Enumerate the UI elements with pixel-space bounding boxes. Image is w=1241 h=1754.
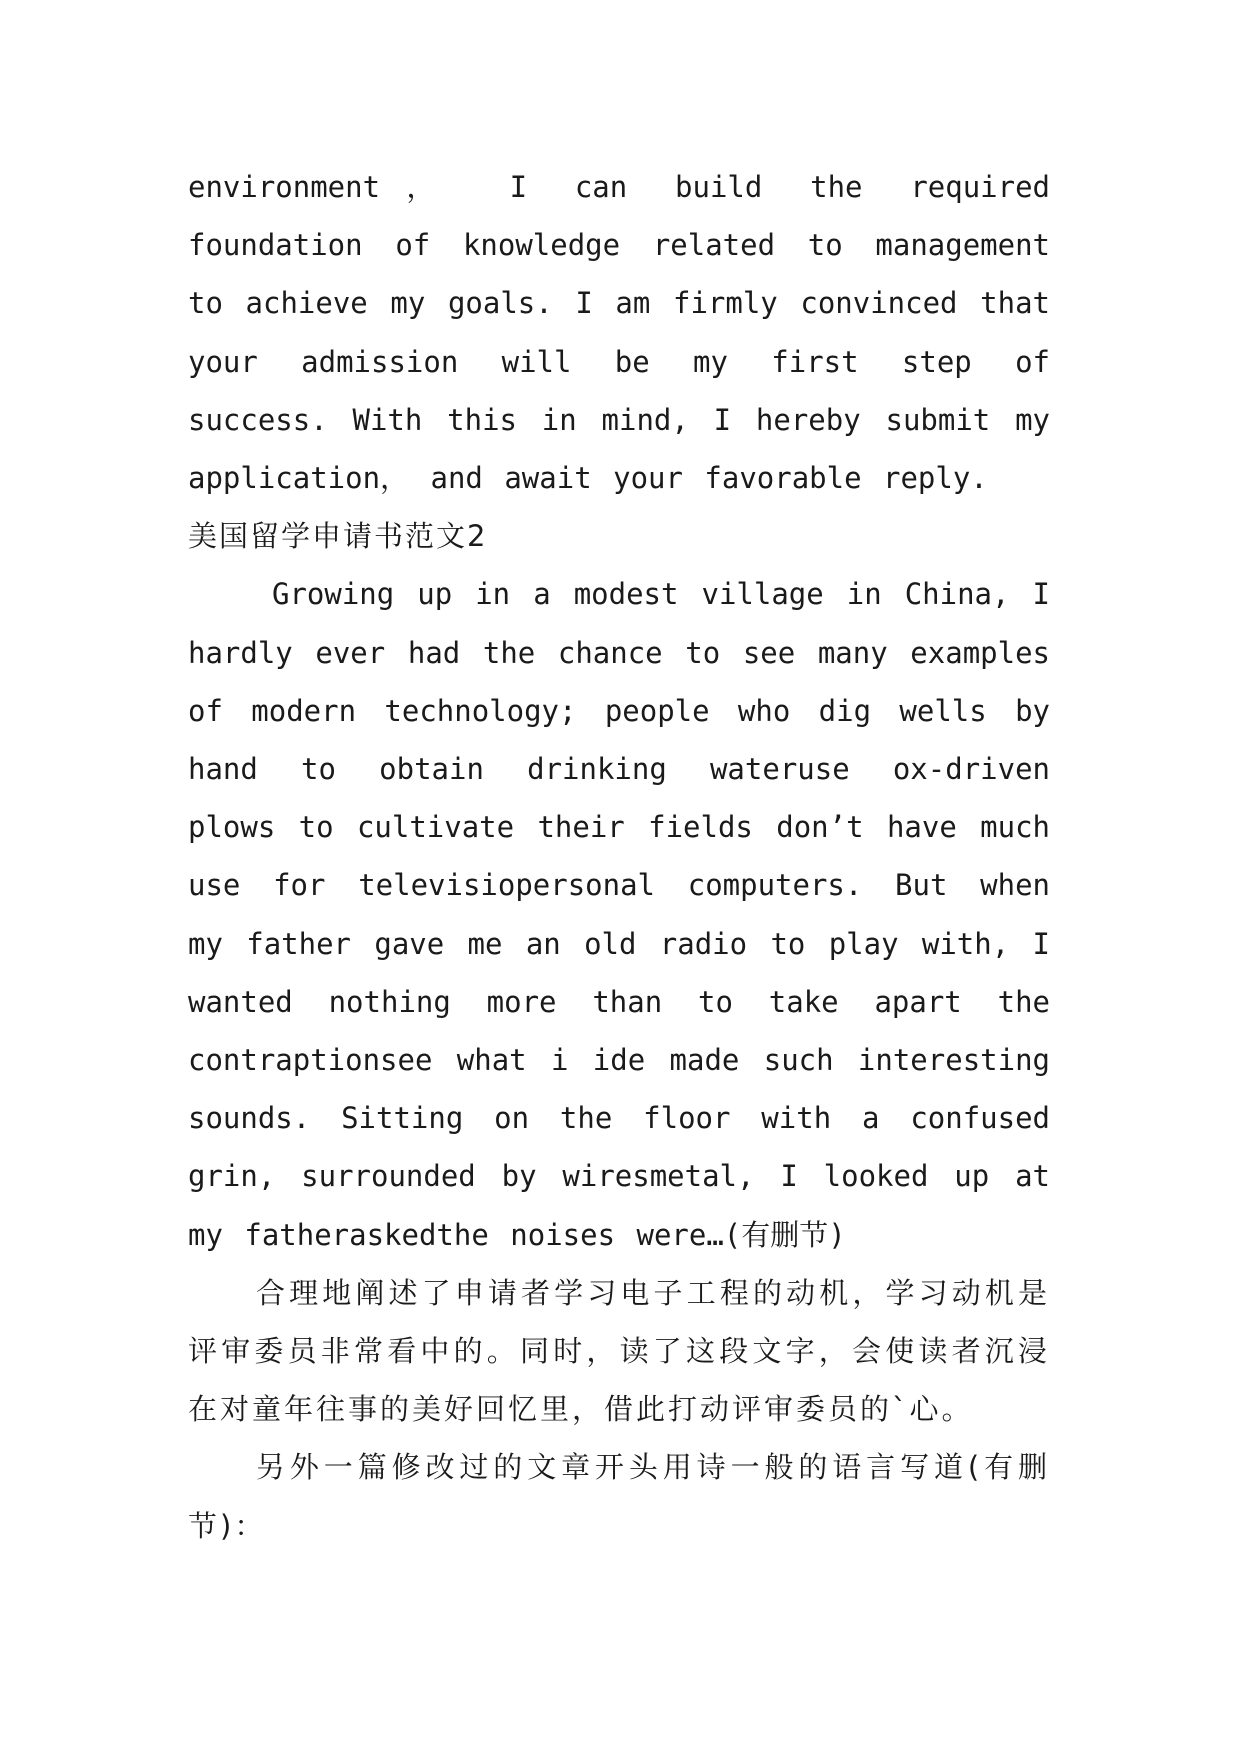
- document-body: [188, 158, 1050, 1555]
- paragraph-application-closing: environment， I can build the required foundation of knowledge related to management to achieve my goals. I am firmly convinced that your admission will be my first step of success. With this in mind, I hereby submit my application， and await your favorable reply.: [188, 170, 1050, 496]
- paragraph-sample-essay: Growing up in a modest village in China, I hardly ever had the chance to see many examples of modern technology; people who dig wells by hand to obtain drinking wateruse ox-driven plows to cultivate their fields don’t have much use for televisiopersonal computers. But when my father gave me an old radio to play with, I wanted nothing more than to take apart the contraptionsee what i ide made such interesting sounds. Sitting on the floor with a confused grin, surrounded by wiresmetal, I looked up at my fatheraskedthe noises were…(有删节): [188, 577, 1050, 1252]
- paragraph-next-example-intro: 另外一篇修改过的文章开头用诗一般的语言写道(有删节)：: [188, 1450, 1050, 1543]
- paragraph-commentary: 合理地阐述了申请者学习电子工程的动机，学习动机是评审委员非常看中的。同时，读了这段文字，会使读者沉浸在对童年往事的美好回忆里，借此打动评审委员的`心。: [188, 1275, 1050, 1427]
- section-heading: 美国留学申请书范文2: [188, 519, 488, 554]
